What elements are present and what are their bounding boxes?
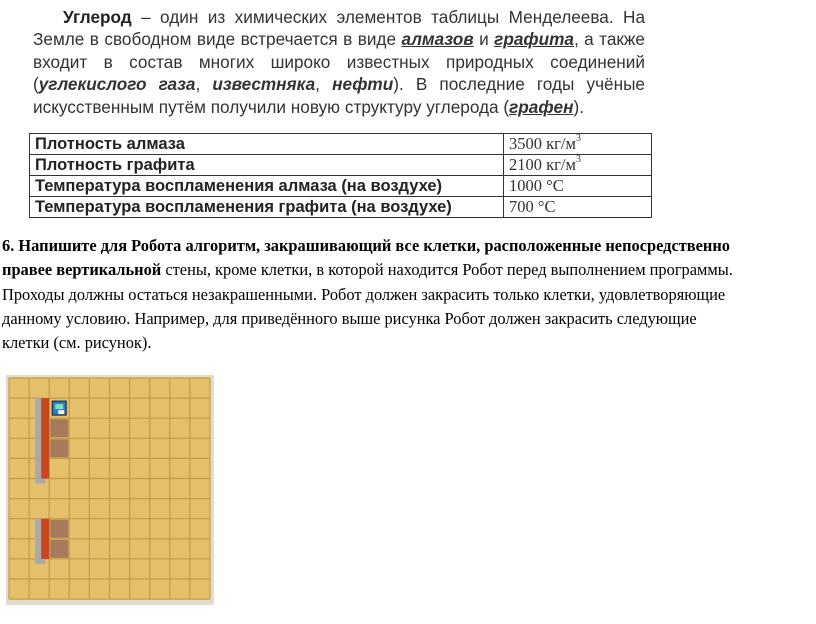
robot-icon bbox=[52, 401, 66, 415]
vertical-wall bbox=[41, 398, 49, 478]
table-row bbox=[30, 134, 652, 155]
painted-cell bbox=[50, 419, 68, 437]
property-value: 1000 °C bbox=[504, 176, 652, 197]
table-row bbox=[30, 197, 652, 218]
term-graphene: графен bbox=[509, 96, 574, 117]
task-line-4: данному условию. Например, для приведённого выше рисунка Робот должен закрасить следующие bbox=[2, 308, 697, 328]
term-oil: нефти bbox=[332, 74, 394, 95]
term-limestone: известняка bbox=[212, 74, 316, 95]
property-name: Плотность графита bbox=[30, 155, 504, 176]
property-value: 3500 $кг/м^3$ bbox=[504, 134, 652, 155]
robot-field bbox=[6, 375, 214, 605]
painted-cell bbox=[50, 439, 68, 457]
task-line-2: правее вертикальной стены, кроме клетки, в которой находится Робот перед выполнением программы. bbox=[2, 260, 733, 280]
property-value: 700 °C bbox=[504, 197, 652, 218]
robot-field-grid bbox=[6, 375, 214, 605]
term-diamonds: алмазов bbox=[401, 29, 474, 50]
task-line-3: Проходы должны остаться незакрашенными. Робот должен закрасить только клетки, удовлетворяющие bbox=[2, 284, 726, 304]
carbon-properties-table bbox=[29, 133, 652, 218]
property-name: Температура воспламенения алмаза (на воздухе) bbox=[30, 176, 504, 197]
intro-text: Углерод – один из химических элементов таблицы Менделеева. На Земле в свободном виде встречается в виде алмазов и графита, а также входит в состав многих широко известных природных соединений (углекислого газа, известняка, нефти). В последние годы учёные искусственным путём получили новую структуру углерода (графен). bbox=[33, 7, 645, 117]
intro-paragraph bbox=[33, 6, 645, 118]
property-name: Температура воспламенения графита (на воздухе) bbox=[30, 197, 504, 218]
property-value: 2100 $кг/м^3$ bbox=[504, 155, 652, 176]
term-graphite: графита bbox=[494, 29, 574, 50]
task-statement bbox=[2, 234, 814, 355]
property-name: Плотность алмаза bbox=[30, 134, 504, 155]
vertical-wall bbox=[41, 519, 49, 559]
painted-cell bbox=[50, 540, 68, 558]
term-carbon: Углерод bbox=[63, 7, 132, 27]
table-row bbox=[30, 176, 652, 197]
painted-cell bbox=[50, 520, 68, 538]
term-co2: углекислого газа bbox=[38, 74, 196, 95]
task-line-1: 6. Напишите для Робота алгоритм, закрашивающий все клетки, расположенные непосредственно bbox=[2, 236, 730, 255]
table-row bbox=[30, 155, 652, 176]
task-line-5: клетки (см. рисунок). bbox=[2, 333, 152, 353]
